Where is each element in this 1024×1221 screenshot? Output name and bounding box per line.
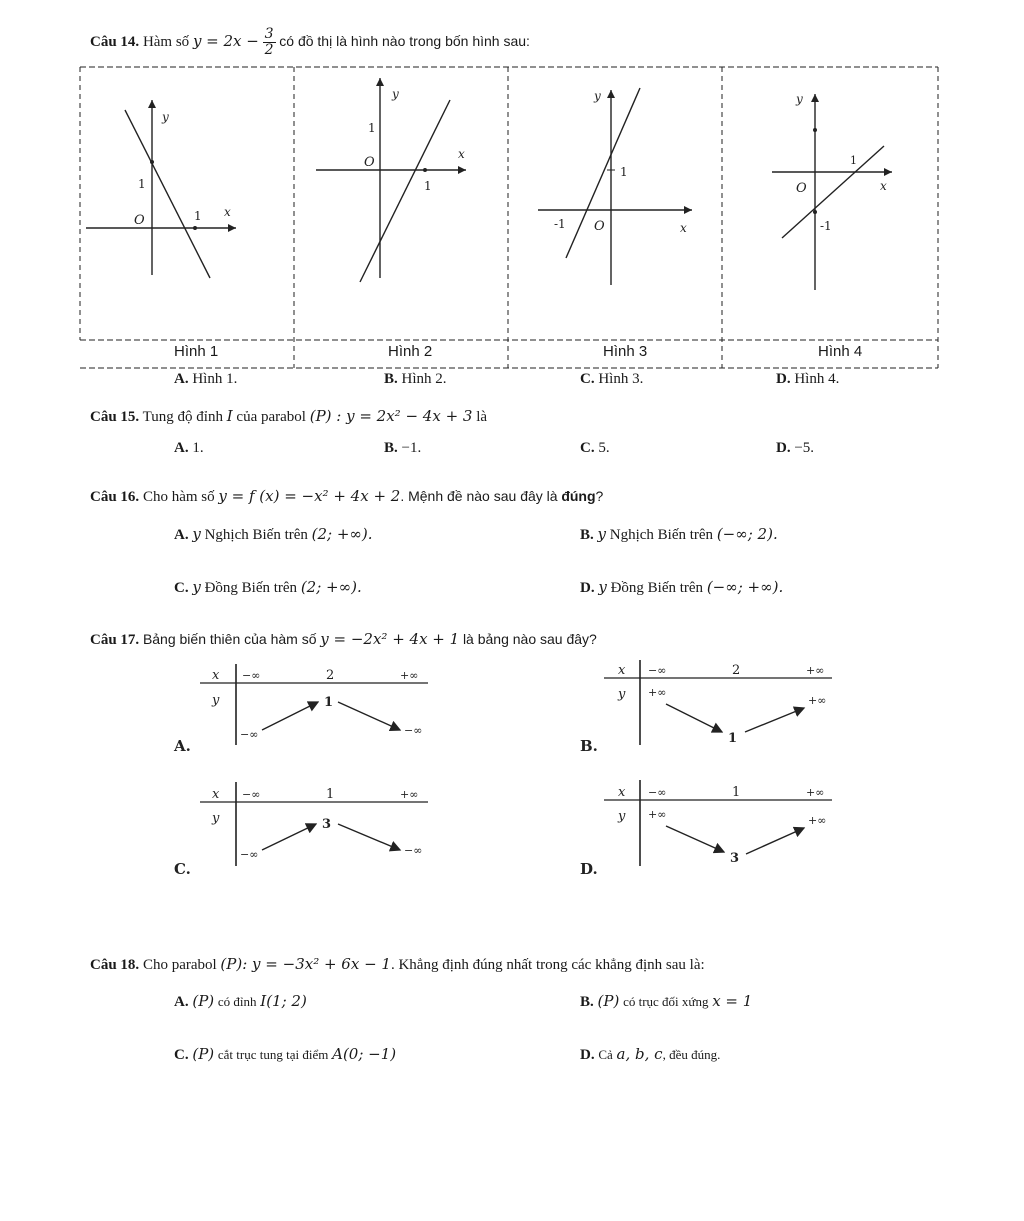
fig2-label-x: x [458,147,465,161]
q15-var: I [226,407,233,425]
fig2-tick-y: 1 [368,121,376,135]
q14-label: Câu 14. [90,33,140,50]
figure-1 [86,100,236,278]
figure-4 [772,92,892,290]
table-d-y-mid: 3 [730,851,740,866]
q16-lead: Cho hàm số [142,489,215,505]
q14-formula: y = 2x − [192,31,259,50]
table-c-y-mid: 3 [322,817,332,832]
fig1-label-x: x [224,205,231,219]
table-c-y-right: −∞ [404,844,423,857]
table-d-x-mid: 1 [732,785,741,800]
fig1-label-origin: O [134,213,145,228]
q16-option-b[interactable]: B. y Nghịch Biến trên (−∞; 2). [580,525,778,543]
table-b-x-right: +∞ [806,664,825,677]
fig3-label-y: y [594,89,601,103]
fig3-label-x: x [680,221,687,235]
q18-lead: Cho parabol [142,957,217,973]
q14-option-b[interactable]: B. Hình 2. [384,371,447,387]
fig4-caption: Hình 4 [818,343,863,360]
variation-table-b [604,660,832,746]
fig1-label-y: y [162,110,169,124]
fig1-caption: Hình 1 [174,343,219,360]
q16-tail: . Mệnh đề nào sau đây là [400,488,558,504]
q18-tail: . Khẳng định đúng nhất trong các khẳng định sau là: [390,957,705,973]
table-b-x-left: −∞ [648,664,667,677]
fig1-graph-line [125,110,210,278]
q18-option-c[interactable]: C. (P) cắt trục tung tại điểm A(0; −1) [174,1045,397,1063]
table-c-key: C. [174,860,191,878]
table-b-x: x [618,663,626,678]
q15-stem [90,407,487,426]
table-a-y-left: −∞ [240,728,259,741]
q14-lead: Hàm số [142,33,190,50]
table-a-y: y [212,693,220,708]
table-a-x: x [212,668,220,683]
fig4-tick-y: -1 [820,219,832,233]
fig2-label-origin: O [364,155,375,170]
variation-table-c [200,782,428,866]
table-c-y-left: −∞ [240,848,259,861]
q18-stem [90,955,705,974]
q14-frac-num: 3 [264,26,274,42]
figure-3 [538,88,692,285]
table-a-x-mid: 2 [326,668,335,683]
q18-formula: (P): y = −3x² + 6x − 1 [220,955,391,973]
q16-formula: y = f (x) = −x² + 4x + 2 [218,487,401,505]
fig4-label-x: x [880,179,887,193]
table-c-x-right: +∞ [400,788,419,801]
q17-formula: y = −2x² + 4x + 1 [320,630,460,648]
q15-formula: (P) : y = 2x² − 4x + 3 [309,407,473,425]
q16-option-a[interactable]: A. y Nghịch Biến trên (2; +∞). [174,525,373,543]
fig3-tick-y: 1 [620,165,628,179]
q16-stem: Câu 16. Cho hàm số y = f (x) = −x² + 4x + 2. Mệnh đề nào sau đây là đúng? [90,487,604,505]
fig2-label-y: y [392,87,399,101]
table-b-y-right: +∞ [808,694,827,707]
table-a-key: A. [174,737,191,755]
q18-label: Câu 18. [90,957,140,973]
fig4-tick-x: 1 [850,154,857,167]
q15-option-b[interactable]: B. −1. [384,440,422,456]
table-a-x-right: +∞ [400,669,419,682]
table-a-y-right: −∞ [404,724,423,737]
q16-label: Câu 16. [90,489,140,505]
table-d-x: x [618,785,626,800]
table-d-y-right: +∞ [808,814,827,827]
table-d-x-right: +∞ [806,786,825,799]
table-d-y: y [618,809,626,824]
q15-option-a[interactable]: A. 1. [174,440,204,456]
fig3-caption: Hình 3 [603,343,648,360]
table-b-key: B. [580,737,598,755]
table-b-y-mid: 1 [728,731,738,746]
figure-2 [316,78,466,282]
q16-option-c[interactable]: C. y Đồng Biến trên (2; +∞). [174,578,362,596]
q15-option-d[interactable]: D. −5. [776,440,815,456]
table-d-key: D. [580,860,598,878]
fig1-tick-y: 1 [138,177,146,191]
table-b-y: y [618,687,626,702]
q15-label: Câu 15. [90,409,140,425]
q18-option-a[interactable]: A. (P) có đỉnh I(1; 2) [174,992,307,1010]
fig2-tick-x: 1 [424,179,432,193]
table-c-x: x [212,787,220,802]
q18-option-d[interactable]: D. Cả a, b, c, đều đúng. [580,1045,721,1063]
q15-option-c[interactable]: C. 5. [580,440,610,456]
table-c-x-left: −∞ [242,788,261,801]
variation-table-a [200,664,428,745]
table-c-y: y [212,811,220,826]
grid-lines [80,67,938,368]
q17-stem [90,630,597,649]
table-d-x-left: −∞ [648,786,667,799]
fig3-tick-x: -1 [554,217,566,231]
q14-option-a[interactable]: A. Hình 1. [174,371,238,387]
q14-option-c[interactable]: C. Hình 3. [580,371,644,387]
table-b-x-mid: 2 [732,663,741,678]
q17-variation-tables [0,650,1024,890]
q15-lead: Tung độ đỉnh [142,409,223,425]
q14-option-d[interactable]: D. Hình 4. [776,371,840,387]
table-a-x-left: −∞ [242,669,261,682]
variation-table-d [604,780,832,866]
q15-mid: của parabol [236,409,306,425]
fig2-caption: Hình 2 [388,343,433,360]
q14-tail: có đồ thị là hình nào trong bốn hình sau: [279,32,530,49]
q17-lead: Bảng biến thiên của hàm số [142,631,317,647]
q14-figure-grid [0,0,1024,400]
q17-tail: là bảng nào sau đây? [462,631,597,647]
q16-option-d[interactable]: D. y Đồng Biến trên (−∞; +∞). [580,578,784,596]
fig4-label-origin: O [796,181,807,196]
q14-frac-den: 2 [264,42,274,58]
fig4-label-y: y [796,92,803,106]
table-a-y-mid: 1 [324,695,334,710]
table-c-x-mid: 1 [326,787,335,802]
table-b-y-left: +∞ [648,686,667,699]
q18-option-b[interactable]: B. (P) có trục đối xứng x = 1 [580,992,753,1010]
fig1-tick-x: 1 [194,209,202,223]
fig3-label-origin: O [594,219,605,234]
q17-label: Câu 17. [90,632,140,648]
q16-emphasis: đúng [561,488,596,504]
table-d-y-left: +∞ [648,808,667,821]
q15-tail: là [476,409,488,425]
